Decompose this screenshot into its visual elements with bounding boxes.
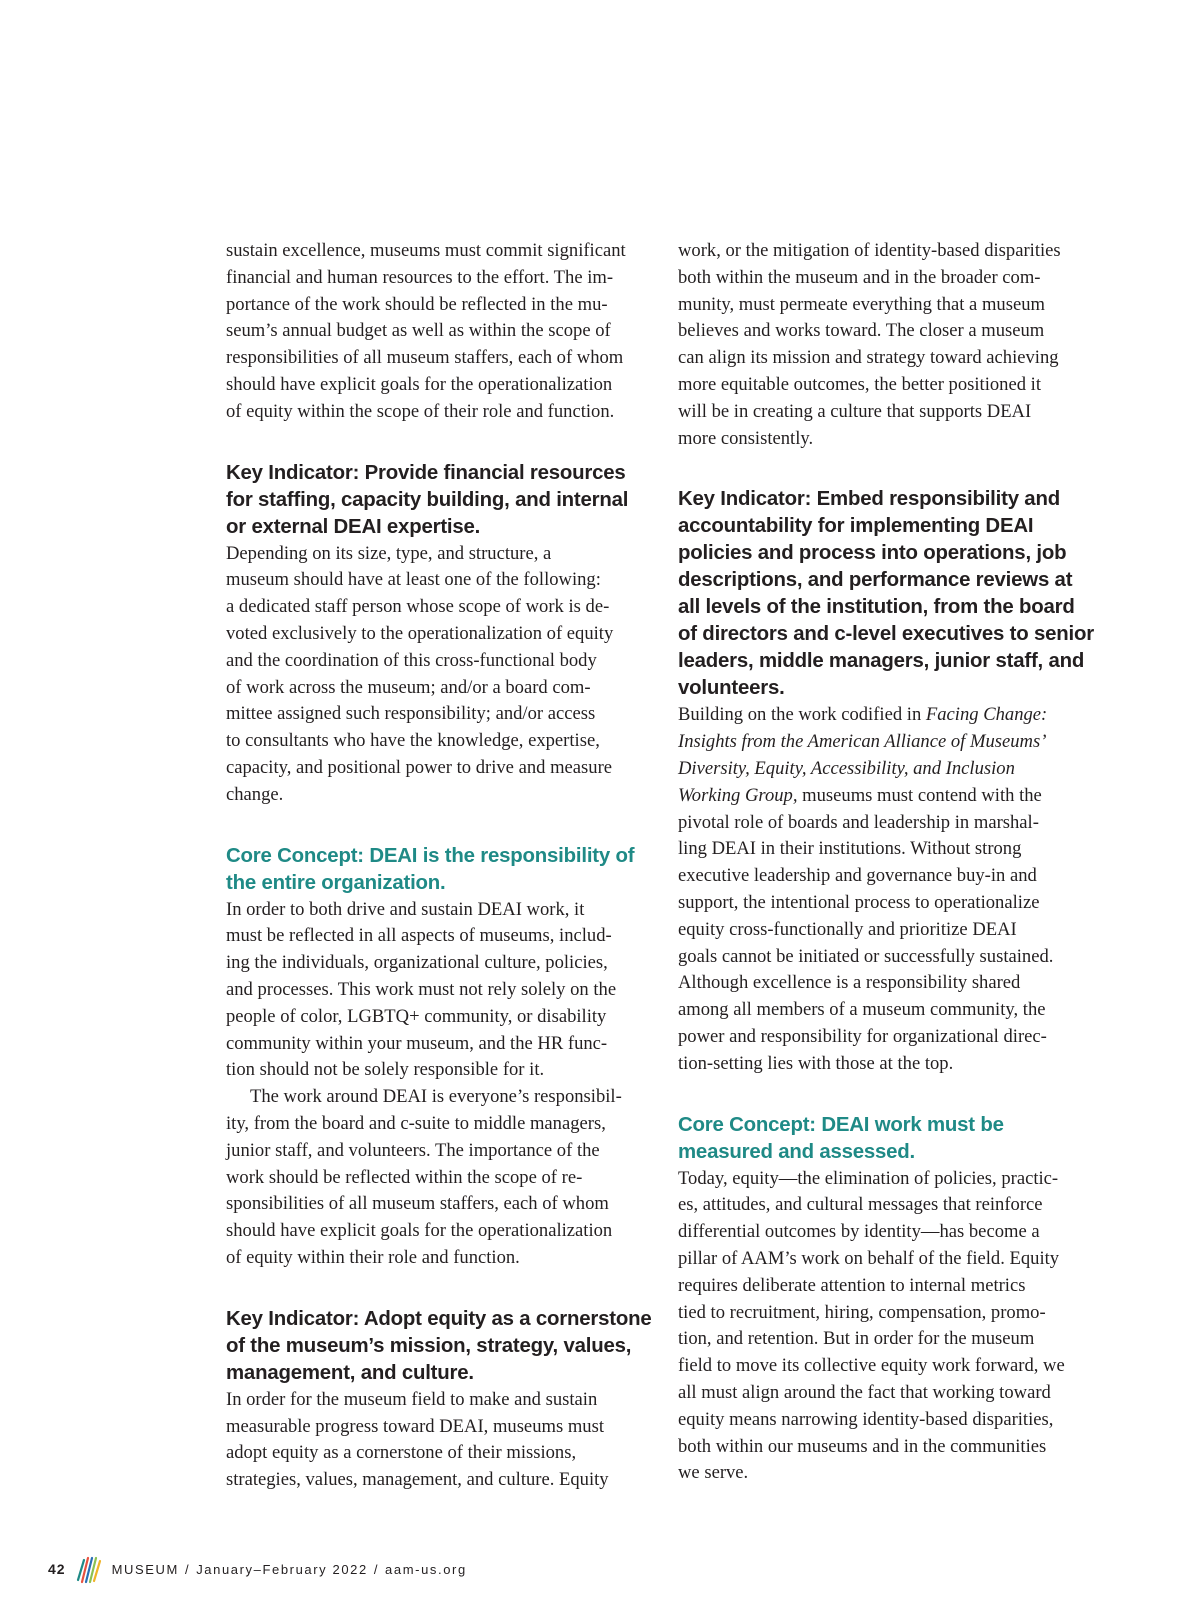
- text-line: ity, from the board and c-suite to middle managers,: [226, 1112, 606, 1134]
- left-column: [226, 238, 652, 1494]
- heading-line: Core Concept: DEAI is the responsibility of: [226, 844, 635, 867]
- separator: /: [373, 1561, 380, 1577]
- text-line: among all members of a museum community, the: [678, 999, 1046, 1021]
- text-line: capacity, and positional power to drive and measure: [226, 756, 613, 778]
- text-line: goals cannot be initiated or successfully sustained.: [678, 945, 1054, 967]
- text-line: power and responsibility for organizational direc-: [678, 1025, 1047, 1047]
- text-line: executive leadership and governance buy-in and: [678, 865, 1037, 887]
- text-line: we serve.: [678, 1462, 749, 1484]
- text-line: strategies, values, management, and culture. Equity: [226, 1469, 609, 1491]
- text-line: of equity within their role and function.: [226, 1246, 520, 1268]
- key-indicator-heading: [226, 1306, 652, 1387]
- text-line: tion should not be solely responsible for it.: [226, 1059, 545, 1081]
- text-line: [678, 729, 1108, 756]
- text-line: junior staff, and volunteers. The importance of the: [226, 1139, 600, 1161]
- text-line: of work across the museum; and/or a board com-: [226, 676, 591, 698]
- text-line: pillar of AAM’s work on behalf of the field. Equity: [678, 1247, 1060, 1269]
- text-line: tied to recruitment, hiring, compensation, promo-: [678, 1301, 1046, 1323]
- text-line: Today, equity—the elimination of policies, practic-: [678, 1167, 1059, 1189]
- issue-date: January–February 2022: [196, 1561, 368, 1577]
- magazine-name: MUSEUM: [111, 1561, 179, 1577]
- text-line: more equitable outcomes, the better positioned it: [678, 373, 1041, 395]
- text-line: measurable progress toward DEAI, museums must: [226, 1415, 604, 1437]
- text-line: work should be reflected within the scope of re-: [226, 1166, 583, 1188]
- text-line: people of color, LGBTQ+ community, or disability: [226, 1005, 607, 1027]
- text-line: Depending on its size, type, and structure, a: [226, 542, 552, 564]
- text-line: financial and human resources to the effort. The im-: [226, 266, 614, 288]
- heading-line: volunteers.: [678, 677, 785, 700]
- body-paragraph: [226, 1387, 646, 1494]
- text-line: can align its mission and strategy toward achieving: [678, 347, 1059, 369]
- body-paragraph: [678, 1166, 1108, 1488]
- text-line: believes and works toward. The closer a museum: [678, 320, 1045, 342]
- text-line: In order for the museum field to make and sustain: [226, 1388, 598, 1410]
- body-paragraph: [226, 1084, 646, 1272]
- text-line: to consultants who have the knowledge, expertise,: [226, 730, 600, 752]
- text-line: munity, must permeate everything that a museum: [678, 293, 1045, 315]
- text-line: mittee assigned such responsibility; and/or access: [226, 703, 596, 725]
- text-line: pivotal role of boards and leadership in marshal-: [678, 811, 1039, 833]
- text-line: change.: [226, 783, 284, 805]
- text-line: equity cross-functionally and prioritize DEAI: [678, 918, 1017, 940]
- text-line: [678, 702, 1108, 729]
- text-line: work, or the mitigation of identity-based disparities: [678, 240, 1061, 261]
- text-line: field to move its collective equity work forward, we: [678, 1355, 1065, 1377]
- text-line: The work around DEAI is everyone’s responsibil-: [250, 1086, 622, 1108]
- body-paragraph: [678, 702, 1108, 1077]
- heading-line: Key Indicator: Embed responsibility and: [678, 488, 1060, 511]
- text-line: seum’s annual budget as well as within the scope of: [226, 320, 611, 342]
- body-paragraph: [226, 541, 646, 809]
- heading-line: or external DEAI expertise.: [226, 515, 481, 538]
- text-line: should have explicit goals for the operationalization: [226, 373, 613, 395]
- body-paragraph: [226, 238, 646, 426]
- core-concept-heading: [226, 843, 646, 897]
- heading-line: for staffing, capacity building, and internal: [226, 488, 629, 511]
- text-line: museum should have at least one of the following:: [226, 569, 601, 591]
- heading-line: all levels of the institution, from the board: [678, 596, 1075, 619]
- heading-line: Core Concept: DEAI work must be: [678, 1113, 1004, 1136]
- heading-line: policies and process into operations, job: [678, 542, 1067, 565]
- heading-line: Key Indicator: Provide financial resources: [226, 461, 626, 484]
- text-line: In order to both drive and sustain DEAI work, it: [226, 898, 585, 920]
- right-column: [678, 238, 1108, 1487]
- text-line: and processes. This work must not rely solely on the: [226, 978, 617, 1000]
- text-run: Building on the work codified in: [678, 704, 926, 726]
- separator: /: [184, 1561, 191, 1577]
- text-line: and the coordination of this cross-functional body: [226, 649, 597, 671]
- publication-title: Diversity, Equity, Accessibility, and Inclusion: [678, 757, 1015, 779]
- heading-line: of directors and c-level executives to senior: [678, 623, 1094, 646]
- key-indicator-heading: [226, 460, 646, 541]
- body-paragraph: [226, 897, 646, 1085]
- text-line: community within your museum, and the HR func-: [226, 1032, 608, 1054]
- text-line: ling DEAI in their institutions. Without strong: [678, 838, 1022, 860]
- heading-line: measured and assessed.: [678, 1140, 916, 1163]
- page-footer: [48, 1554, 467, 1584]
- text-line: responsibilities of all museum staffers, each of whom: [226, 347, 624, 369]
- text-line: will be in creating a culture that supports DEAI: [678, 400, 1032, 422]
- website: aam-us.org: [385, 1561, 467, 1577]
- text-line: ing the individuals, organizational culture, policies,: [226, 952, 608, 974]
- text-line: both within our museums and in the communities: [678, 1435, 1047, 1457]
- text-line: voted exclusively to the operationalization of equity: [226, 622, 614, 644]
- text-line: sustain excellence, museums must commit significant: [226, 240, 626, 261]
- text-line: adopt equity as a cornerstone of their missions,: [226, 1442, 577, 1464]
- body-paragraph: [678, 238, 1108, 452]
- heading-line: Key Indicator: Adopt equity as a cornerstone: [226, 1307, 652, 1330]
- text-line: requires deliberate attention to internal metrics: [678, 1274, 1026, 1296]
- text-line: es, attitudes, and cultural messages that reinforce: [678, 1194, 1043, 1216]
- text-line: more consistently.: [678, 427, 814, 449]
- publication-title: Insights from the American Alliance of Museums’: [678, 731, 1047, 753]
- text-line: of equity within the scope of their role and function.: [226, 400, 615, 422]
- publication-title: Working Group,: [678, 784, 798, 806]
- text-line: a dedicated staff person whose scope of work is de-: [226, 596, 610, 618]
- heading-line: leaders, middle managers, junior staff, and: [678, 650, 1085, 673]
- text-line: all must align around the fact that working toward: [678, 1381, 1051, 1403]
- aam-stripes-logo-icon: [76, 1554, 102, 1584]
- text-run: museums must contend with the: [797, 784, 1042, 806]
- text-line: [678, 756, 1108, 783]
- heading-line: of the museum’s mission, strategy, values,: [226, 1334, 632, 1357]
- publication-title: Facing Change:: [925, 704, 1048, 726]
- text-line: must be reflected in all aspects of museums, includ-: [226, 925, 612, 947]
- text-line: [678, 783, 1108, 810]
- heading-line: accountability for implementing DEAI: [678, 515, 1034, 538]
- core-concept-heading: [678, 1112, 1108, 1166]
- text-line: tion-setting lies with those at the top.: [678, 1052, 954, 1074]
- text-line: portance of the work should be reflected in the mu-: [226, 293, 608, 315]
- heading-line: management, and culture.: [226, 1361, 474, 1384]
- text-line: equity means narrowing identity-based disparities,: [678, 1408, 1054, 1430]
- heading-line: descriptions, and performance reviews at: [678, 569, 1073, 592]
- key-indicator-heading: [678, 486, 1108, 702]
- heading-line: the entire organization.: [226, 871, 446, 894]
- text-line: support, the intentional process to operationalize: [678, 891, 1040, 913]
- page-number: 42: [48, 1561, 66, 1577]
- text-line: Although excellence is a responsibility shared: [678, 972, 1021, 994]
- text-line: tion, and retention. But in order for the museum: [678, 1328, 1035, 1350]
- text-line: differential outcomes by identity—has become a: [678, 1221, 1040, 1243]
- text-line: should have explicit goals for the operationalization: [226, 1220, 613, 1242]
- text-line: both within the museum and in the broader com-: [678, 266, 1041, 288]
- text-line: sponsibilities of all museum staffers, each of whom: [226, 1193, 609, 1215]
